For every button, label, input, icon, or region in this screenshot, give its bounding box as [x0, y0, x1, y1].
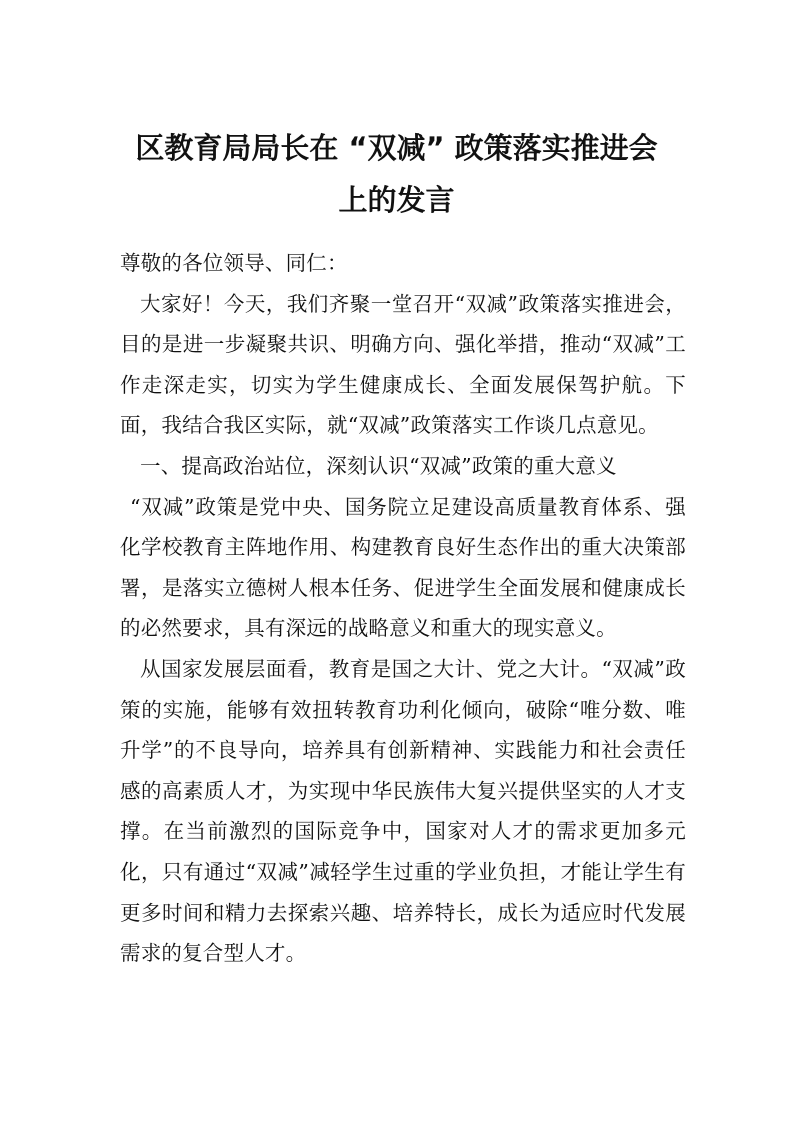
salutation: 尊敬的各位领导、同仁： — [120, 251, 348, 275]
paragraph-opening: 大家好！今天，我们齐聚一堂召开“双减”政策落实推进会，目的是进一步凝聚共识、明确方向、强化举措，推动“双减”工作走深走实，切实为学生健康成长、全面发展保驾护航。下面，我结合我区实际，就“双减”政策落实工作谈几点意见。 — [120, 291, 686, 438]
title-line-1: 区教育局局长在 “双减” 政策落实推进会 — [135, 131, 658, 165]
paragraph-significance: “双减”政策是党中央、国务院立足建设高质量教育体系、强化学校教育主阵地作用、构建教育良好生态作出的重大决策部署，是落实立德树人根本任务、促进学生全面发展和健康成长的必然要求，具有深远的战略意义和重大的现实意义。 — [120, 494, 686, 641]
paragraph-national-level: 从国家发展层面看，教育是国之大计、党之大计。“双减”政策的实施，能够有效扭转教育功利化倾向，破除“唯分数、唯升学”的不良导向，培养具有创新精神、实践能力和社会责任感的高素质人才，为实现中华民族伟大复兴提供坚实的人才支撑。在当前激烈的国际竞争中，国家对人才的需求更加多元化，只有通过“双减”减轻学生过重的学业负担，才能让学生有更多时间和精力去探索兴趣、培养特长，成长为适应时代发展需求的复合型人才。 — [120, 656, 686, 966]
section-heading-1: 一、提高政治站位，深刻认识“双减”政策的重大意义 — [140, 453, 617, 478]
document-body — [120, 243, 686, 974]
document-title — [100, 122, 693, 226]
title-line-2: 上的发言 — [338, 183, 455, 217]
